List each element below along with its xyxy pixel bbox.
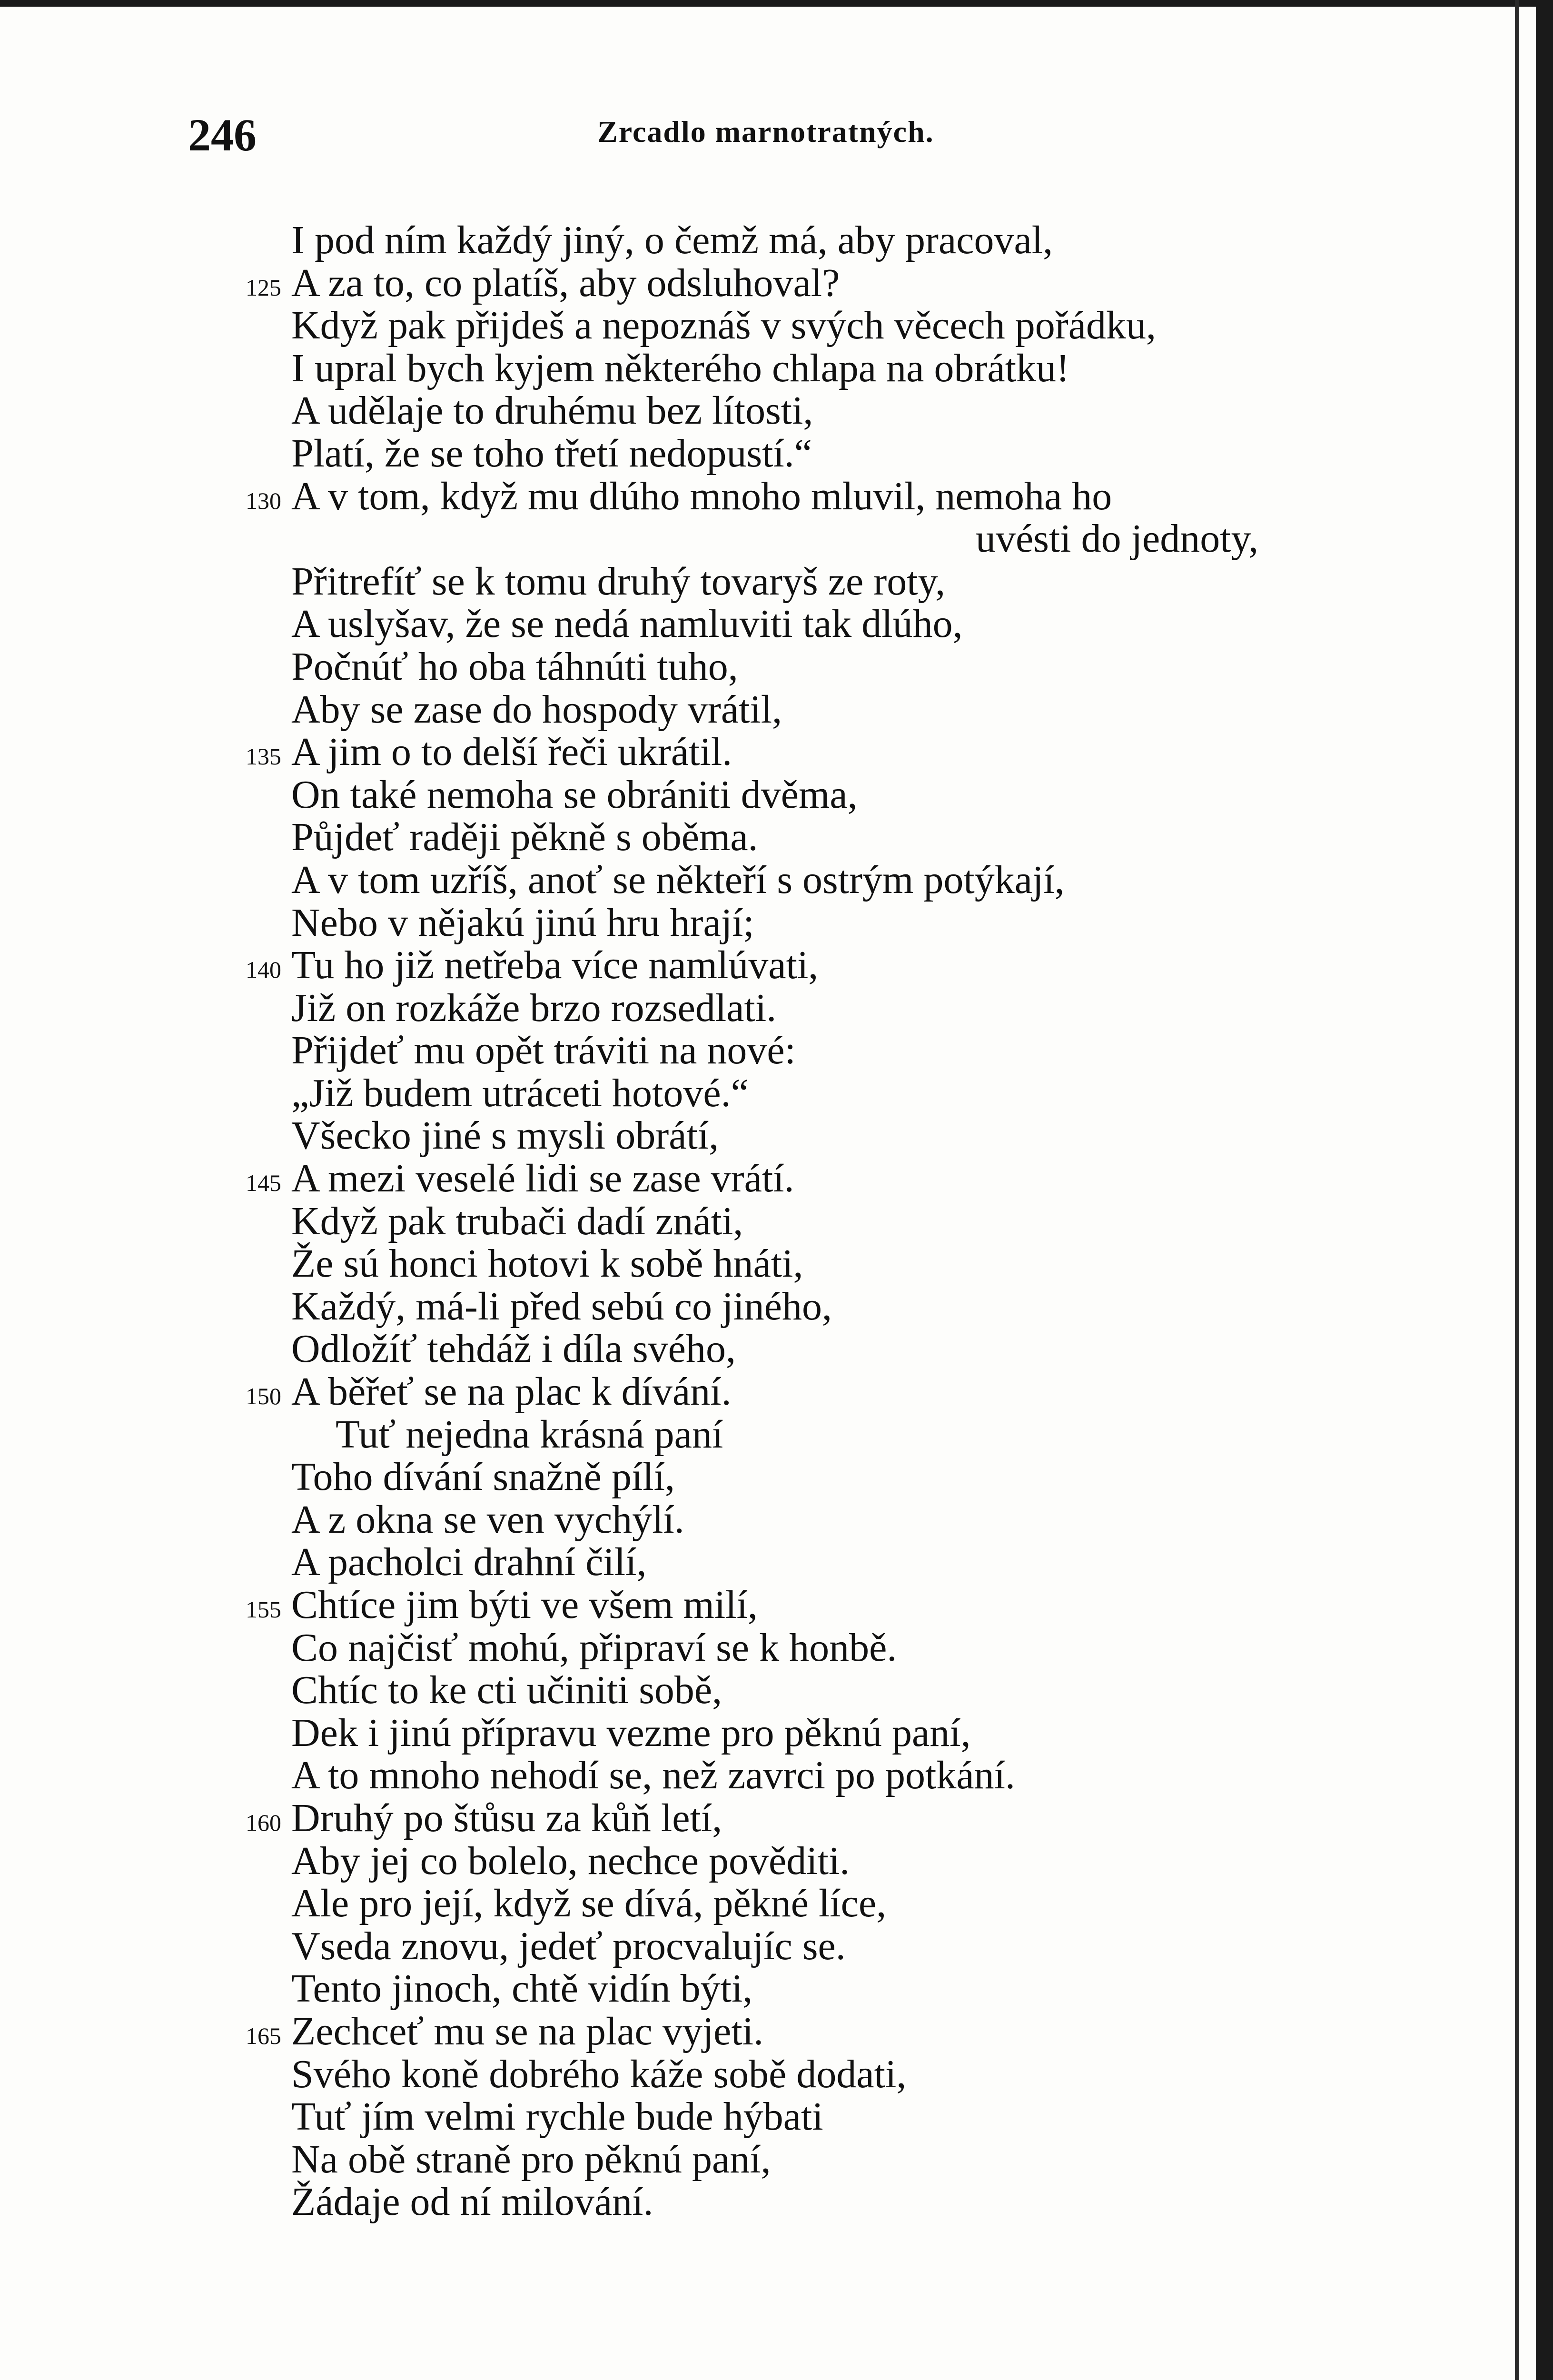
page-number: 246 [188, 109, 257, 160]
line-text: A to mnoho nehodí se, než zavrci po potkání. [291, 1753, 1015, 1798]
line-text: Odložíť tehdáž i díla svého, [291, 1327, 736, 1371]
line-text: A v tom, když mu dlúho mnoho mluvil, nemoha ho [291, 474, 1112, 518]
verse-line [238, 2053, 1380, 2096]
verse-line [238, 432, 1380, 475]
verse-line [238, 1370, 1380, 1413]
verse-line [238, 389, 1380, 432]
line-text: Na obě straně pro pěknú paní, [291, 2137, 771, 2182]
line-number: 130 [246, 487, 281, 514]
verse-line [238, 1328, 1380, 1370]
verse-line [238, 560, 1380, 603]
scan-edge-right [1536, 0, 1553, 2380]
verse-line [238, 688, 1380, 731]
verse-line [238, 262, 1380, 305]
line-text: A za to, co platíš, aby odsluhoval? [291, 260, 840, 305]
line-number: 155 [246, 1596, 281, 1623]
verse-line [238, 475, 1380, 518]
line-text: A mezi veselé lidi se zase vrátí. [291, 1156, 794, 1201]
line-text: A pacholci drahní čilí, [291, 1540, 647, 1585]
line-text: Platí, že se toho třetí nedopustí.“ [291, 431, 812, 476]
line-number: 150 [246, 1383, 281, 1410]
line-text: Ale pro její, když se dívá, pěkné líce, [291, 1881, 887, 1926]
line-text: Půjdeť raději pěkně s oběma. [291, 815, 758, 860]
scan-gutter-line [1515, 0, 1519, 2380]
verse-line [238, 1584, 1380, 1626]
line-text: A v tom uzříš, anoť se někteří s ostrým potýkají, [291, 857, 1065, 902]
running-head: Zrcadlo marnotratných. [597, 115, 934, 149]
verse-line [238, 1967, 1380, 2010]
line-text: A uslyšav, že se nedá namluviti tak dlúho, [291, 602, 963, 646]
line-text: Druhý po štůsu za kůň letí, [291, 1795, 722, 1840]
verse-line [238, 731, 1380, 774]
verse-line [238, 1925, 1380, 1968]
verse-line [238, 1840, 1380, 1883]
line-text: I pod ním každý jiný, o čemž má, aby pracoval, [291, 218, 1053, 262]
verse-line [238, 987, 1380, 1030]
line-text: Žádaje od ní milování. [291, 2180, 653, 2224]
verse-line [238, 1157, 1380, 1200]
verse-line [238, 1413, 1380, 1456]
line-number: 160 [246, 1809, 281, 1836]
verse-line [238, 1712, 1380, 1755]
verse-line [238, 944, 1380, 987]
line-text: Aby jej co bolelo, nechce pověditi. [291, 1838, 850, 1883]
line-text: Přitrefíť se k tomu druhý tovaryš ze roty, [291, 559, 946, 604]
line-text: Dek i jinú přípravu vezme pro pěknú paní, [291, 1710, 971, 1755]
verse-line [238, 2095, 1380, 2138]
line-text: A jim o to delší řeči ukrátil. [291, 730, 732, 774]
line-text: On také nemoha se obrániti dvěma, [291, 772, 858, 817]
verse-text-block [238, 219, 1380, 2223]
verse-line [238, 1200, 1380, 1243]
line-text: Zechceť mu se na plac vyjeti. [291, 2009, 764, 2053]
line-text: Že sú honci hotovi k sobě hnáti, [291, 1241, 803, 1286]
line-text: A běřeť se na plac k dívání. [291, 1369, 732, 1414]
line-text: Již on rozkáže brzo rozsedlati. [291, 985, 777, 1030]
verse-line [238, 1626, 1380, 1669]
verse-line [238, 1882, 1380, 1925]
line-text: uvésti do jednoty, [976, 516, 1259, 561]
line-text: Chtíc to ke cti učiniti sobě, [291, 1668, 722, 1713]
line-text: A z okna se ven vychýlí. [291, 1497, 684, 1542]
verse-line [238, 1541, 1380, 1584]
verse-line [238, 1498, 1380, 1541]
verse-line [238, 1285, 1380, 1328]
verse-line [238, 304, 1380, 347]
line-text: Tento jinoch, chtě vidín býti, [291, 1966, 753, 2011]
line-text: Nebo v nějakú jinú hru hrají; [291, 900, 754, 945]
scan-edge-top [0, 0, 1553, 7]
line-text: „Již budem utráceti hotové.“ [291, 1071, 749, 1115]
verse-line [238, 1456, 1380, 1498]
line-text: Počnúť ho oba táhnúti tuho, [291, 644, 738, 689]
line-text: Všecko jiné s mysli obrátí, [291, 1113, 719, 1158]
line-text: Každý, má-li před sebú co jiného, [291, 1284, 832, 1329]
verse-line [238, 517, 1380, 560]
line-text: A udělaje to druhému bez lítosti, [291, 388, 813, 433]
line-text: Přijdeť mu opět tráviti na nové: [291, 1028, 796, 1073]
line-number: 135 [246, 743, 281, 770]
verse-line [238, 816, 1380, 859]
verse-line [238, 1114, 1380, 1157]
verse-line [238, 1797, 1380, 1840]
line-text: I upral bych kyjem některého chlapa na obrátku! [291, 346, 1070, 390]
line-number: 140 [246, 956, 281, 983]
verse-line [238, 2010, 1380, 2053]
verse-line [238, 859, 1380, 902]
line-text: Toho dívání snažně pílí, [291, 1455, 675, 1499]
line-number: 145 [246, 1170, 281, 1197]
verse-line [238, 1072, 1380, 1115]
line-text: Tuť nejedna krásná paní [336, 1412, 723, 1457]
line-text: Svého koně dobrého káže sobě dodati, [291, 2052, 907, 2096]
verse-line [238, 1029, 1380, 1072]
line-text: Když pak přijdeš a nepoznáš v svých věcech pořádku, [291, 303, 1157, 348]
line-text: Když pak trubači dadí znáti, [291, 1199, 743, 1243]
verse-line [238, 1242, 1380, 1285]
line-text: Co najčisť mohú, připraví se k honbě. [291, 1625, 897, 1670]
verse-line [238, 902, 1380, 944]
line-text: Tu ho již netřeba více namlúvati, [291, 943, 819, 988]
verse-line [238, 2138, 1380, 2181]
line-text: Aby se zase do hospody vrátil, [291, 687, 782, 732]
line-text: Chtíce jim býti ve všem milí, [291, 1583, 758, 1627]
line-number: 125 [246, 274, 281, 301]
verse-line [238, 1754, 1380, 1797]
verse-line [238, 1669, 1380, 1712]
line-number: 165 [246, 2022, 281, 2049]
verse-line [238, 645, 1380, 688]
verse-line [238, 219, 1380, 262]
verse-line [238, 2181, 1380, 2223]
line-text: Vseda znovu, jedeť procvalujíc se. [291, 1924, 846, 1968]
line-text: Tuť jím velmi rychle bude hýbati [291, 2094, 823, 2139]
verse-line [238, 347, 1380, 390]
verse-line [238, 774, 1380, 816]
verse-line [238, 603, 1380, 645]
